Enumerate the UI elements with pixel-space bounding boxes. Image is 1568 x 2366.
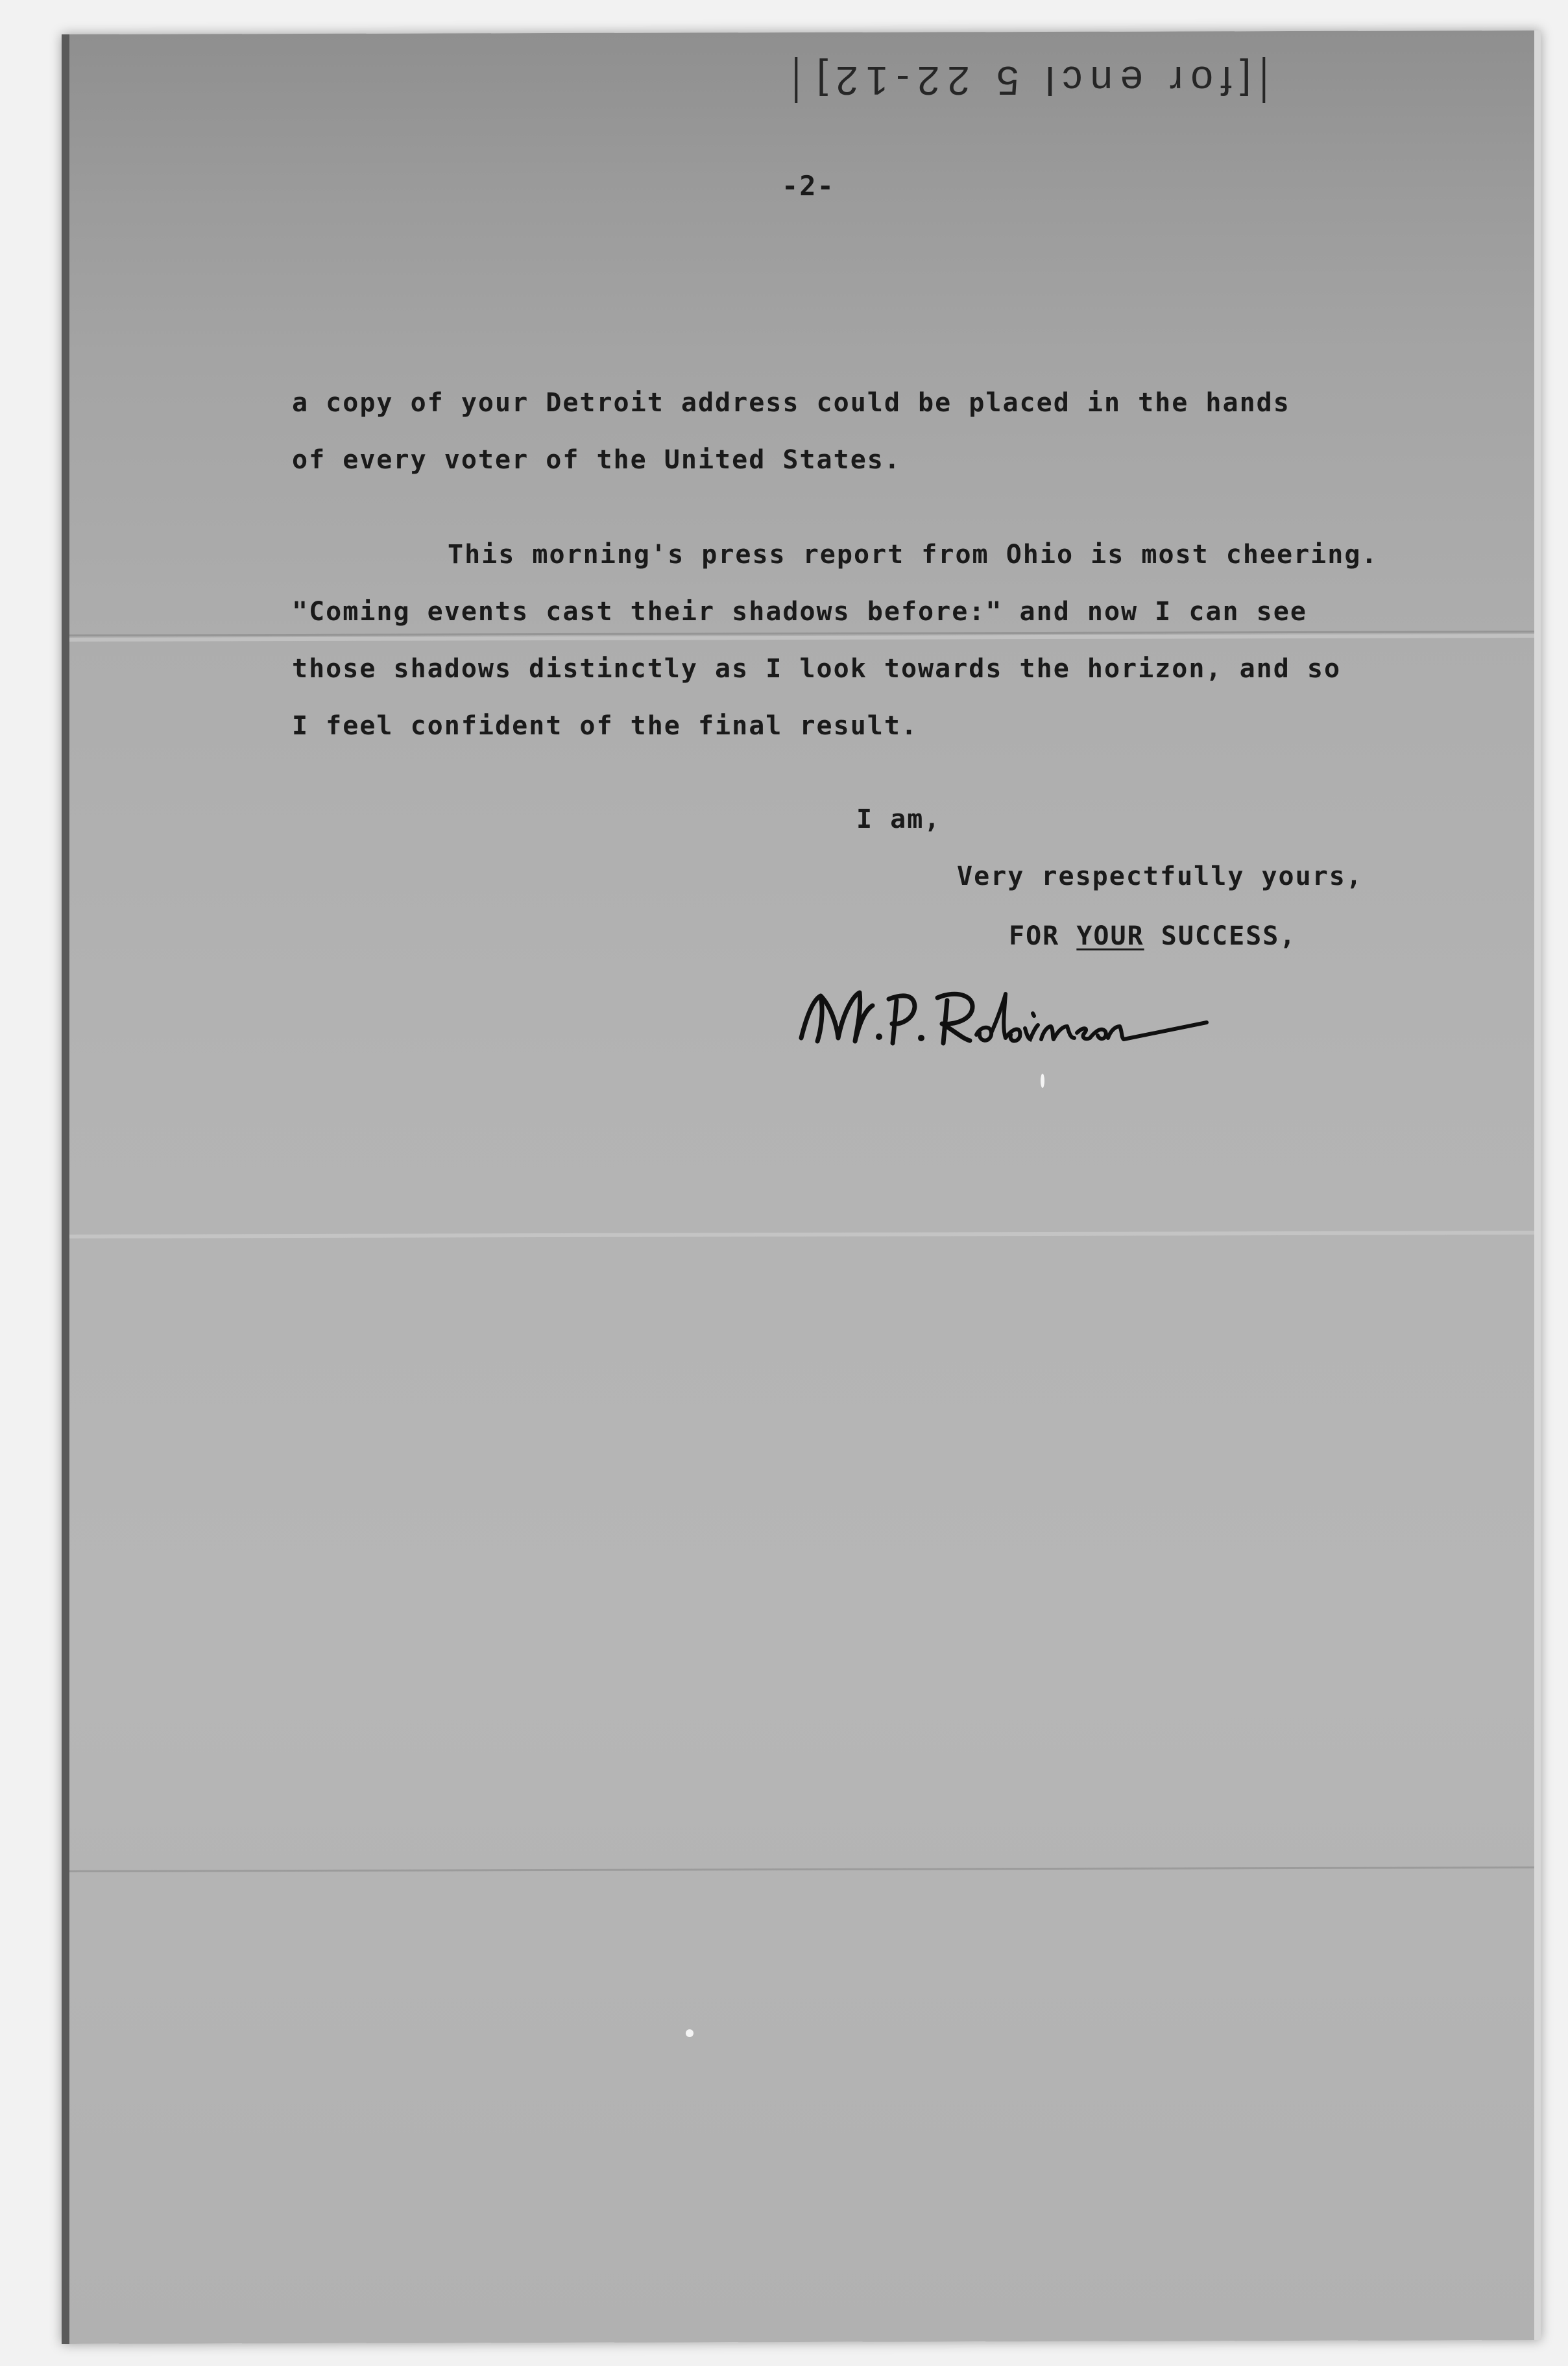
letter-page: [62, 30, 1541, 2344]
fold-crease: [69, 1231, 1534, 1238]
paper-speck: [686, 2029, 694, 2037]
closing-prefix: FOR: [1009, 921, 1077, 951]
closing-suffix: SUCCESS,: [1144, 921, 1297, 951]
handwritten-signature: [791, 960, 1220, 1090]
body-line: I feel confident of the final result.: [292, 711, 919, 741]
fold-crease: [69, 1866, 1534, 1872]
body-line: "Coming events cast their shadows before:" and now I can see: [292, 597, 1307, 627]
body-line: those shadows distinctly as I look towards the horizon, and so: [292, 654, 1342, 684]
page-number: -2-: [782, 170, 835, 202]
body-line: This morning's press report from Ohio is most cheering.: [448, 540, 1379, 570]
closing-line: Very respectfully yours,: [957, 862, 1363, 891]
closing-line: [1009, 921, 1296, 951]
body-line: of every voter of the United States.: [292, 445, 901, 475]
file-stamp: [795, 57, 1265, 103]
closing-emphasis: YOUR: [1076, 921, 1144, 951]
body-line: a copy of your Detroit address could be placed in the hands: [292, 388, 1290, 418]
paper-speck: [1041, 1074, 1044, 1088]
file-stamp-text: [for encl 5 22-12]: [809, 58, 1251, 103]
closing-line: I am,: [856, 804, 941, 834]
